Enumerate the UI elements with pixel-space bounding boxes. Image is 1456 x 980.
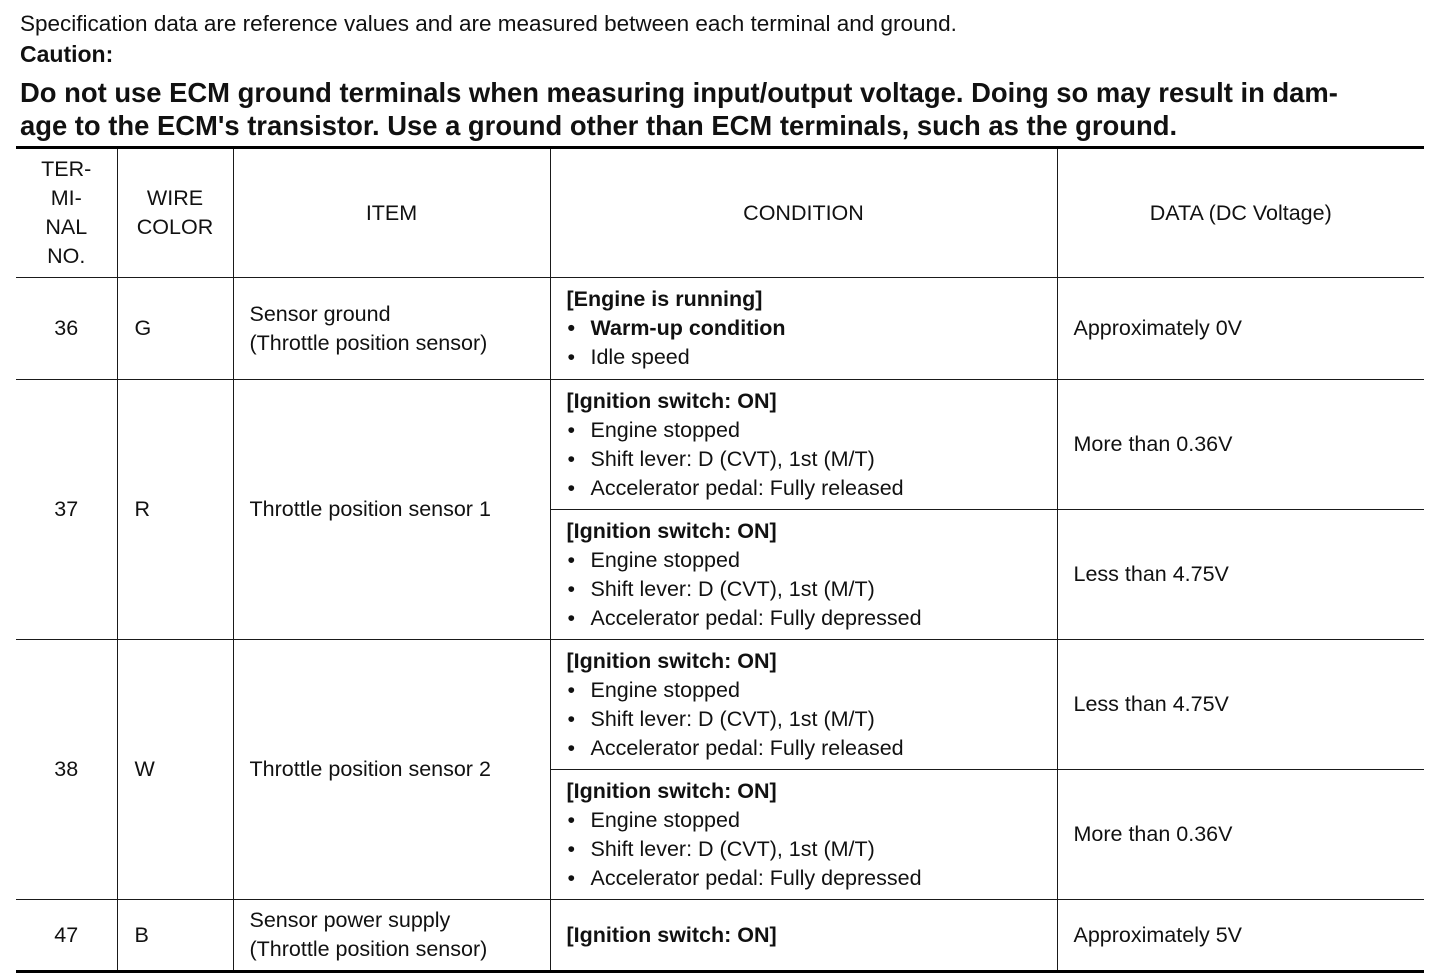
wire-color: W bbox=[117, 640, 233, 900]
condition-bullet: • Engine stopped bbox=[567, 546, 1057, 575]
header-data: DATA (DC Voltage) bbox=[1057, 148, 1424, 278]
condition-cell bbox=[550, 640, 1057, 770]
condition-bullet: • Engine stopped bbox=[567, 416, 1057, 445]
terminal-number: 38 bbox=[16, 640, 117, 900]
condition-cell bbox=[550, 278, 1057, 380]
table-row bbox=[16, 278, 1424, 380]
condition-title: [Engine is running] bbox=[566, 287, 763, 311]
condition-bullet: • Engine stopped bbox=[567, 806, 1057, 835]
condition-title: [Ignition switch: ON] bbox=[566, 388, 777, 413]
table-row bbox=[16, 380, 1424, 510]
header-condition: CONDITION bbox=[550, 148, 1057, 278]
terminal-number: 36 bbox=[16, 278, 117, 380]
warning-line-1: Do not use ECM ground terminals when measuring input/output voltage. Doing so may result in dam- bbox=[20, 77, 1338, 108]
wire-color: B bbox=[117, 900, 233, 972]
condition-bullet: • Shift lever: D (CVT), 1st (M/T) bbox=[567, 445, 1057, 474]
item-line: Sensor power supply bbox=[249, 908, 451, 932]
item-line: Throttle position sensor 2 bbox=[249, 757, 491, 781]
intro-text: Specification data are reference values and are measured between each terminal and ground. bbox=[20, 11, 957, 36]
header-terminal-line: NO. bbox=[47, 244, 86, 268]
item-description bbox=[233, 640, 550, 900]
header-wire-line: WIRE bbox=[146, 186, 204, 210]
data-value: Approximately 5V bbox=[1057, 900, 1424, 972]
condition-title: [Ignition switch: ON] bbox=[566, 778, 777, 803]
terminal-spec-table bbox=[16, 146, 1424, 973]
condition-title: [Ignition switch: ON] bbox=[566, 922, 777, 947]
terminal-number: 37 bbox=[16, 380, 117, 640]
header-wire-color bbox=[117, 148, 233, 278]
condition-bullet: • Idle speed bbox=[567, 343, 1057, 372]
warning-line-2: age to the ECM's transistor. Use a ground other than ECM terminals, such as the ground. bbox=[20, 110, 1178, 141]
caution-label: Caution: bbox=[20, 41, 114, 67]
data-value: More than 0.36V bbox=[1057, 380, 1424, 510]
condition-bullet: • Accelerator pedal: Fully released bbox=[567, 474, 1057, 503]
condition-cell bbox=[550, 770, 1057, 900]
condition-title: [Ignition switch: ON] bbox=[566, 648, 777, 673]
header-terminal-line: NAL bbox=[45, 215, 88, 239]
terminal-number: 47 bbox=[16, 900, 117, 972]
caution-warning bbox=[20, 76, 1430, 142]
table-header-row bbox=[16, 148, 1424, 278]
data-value: Less than 4.75V bbox=[1057, 640, 1424, 770]
item-description bbox=[233, 380, 550, 640]
header-item: ITEM bbox=[233, 148, 550, 278]
header-wire-line: COLOR bbox=[136, 215, 214, 239]
item-line: (Throttle position sensor) bbox=[249, 330, 488, 355]
condition-bullet: • Accelerator pedal: Fully depressed bbox=[567, 604, 1057, 633]
item-line: Throttle position sensor 1 bbox=[249, 497, 491, 521]
condition-bullet: • Engine stopped bbox=[567, 676, 1057, 705]
wire-color: R bbox=[117, 380, 233, 640]
condition-cell bbox=[550, 900, 1057, 972]
item-line: Sensor ground bbox=[249, 301, 391, 326]
condition-cell bbox=[550, 380, 1057, 510]
condition-title: [Ignition switch: ON] bbox=[566, 518, 777, 543]
condition-cell bbox=[550, 510, 1057, 640]
condition-bullet: • Accelerator pedal: Fully depressed bbox=[567, 864, 1057, 893]
header-terminal-line: TER- bbox=[41, 157, 92, 181]
item-description bbox=[233, 900, 550, 972]
condition-bullet: • Warm-up condition bbox=[567, 314, 1057, 343]
wire-color: G bbox=[117, 278, 233, 380]
table-row bbox=[16, 640, 1424, 770]
item-description bbox=[233, 278, 550, 380]
condition-bullet: • Shift lever: D (CVT), 1st (M/T) bbox=[567, 575, 1057, 604]
header-terminal-line: MI- bbox=[50, 186, 82, 210]
item-line: (Throttle position sensor) bbox=[249, 937, 488, 961]
data-value: Less than 4.75V bbox=[1057, 510, 1424, 640]
condition-bullet: • Shift lever: D (CVT), 1st (M/T) bbox=[567, 835, 1057, 864]
condition-bullet: • Accelerator pedal: Fully released bbox=[567, 734, 1057, 763]
table-row bbox=[16, 900, 1424, 972]
data-value: More than 0.36V bbox=[1057, 770, 1424, 900]
header-terminal-no bbox=[16, 148, 117, 278]
data-value: Approximately 0V bbox=[1057, 278, 1424, 380]
condition-bullet: • Shift lever: D (CVT), 1st (M/T) bbox=[567, 705, 1057, 734]
